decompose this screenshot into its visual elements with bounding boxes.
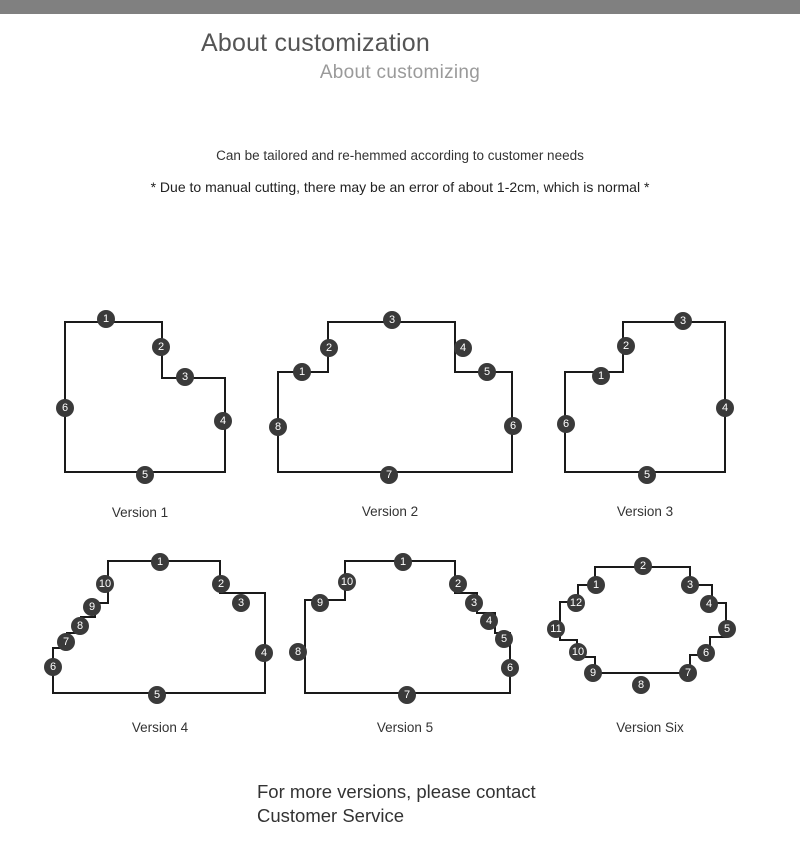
vertex-marker-9: [584, 664, 602, 682]
vertex-label: 9: [316, 597, 324, 609]
vertex-label: 8: [294, 646, 302, 658]
vertex-marker-8: [71, 617, 89, 635]
vertex-label: 5: [723, 623, 731, 635]
vertex-label: 2: [622, 340, 630, 352]
vertex-label: 7: [403, 689, 411, 701]
vertex-label: 6: [61, 402, 69, 414]
vertex-marker-4: [700, 595, 718, 613]
vertex-marker-1: [293, 363, 311, 381]
vertex-label: 1: [102, 313, 110, 325]
vertex-label: 8: [274, 421, 282, 433]
diagram-caption-3: Version 3: [616, 504, 674, 519]
vertex-marker-1: [97, 310, 115, 328]
vertex-marker-4: [716, 399, 734, 417]
vertex-label: 3: [470, 597, 478, 609]
diagram-version-3: [545, 300, 745, 530]
vertex-marker-12: [567, 594, 585, 612]
vertex-label: 5: [643, 469, 651, 481]
vertex-label: 9: [589, 667, 597, 679]
vertex-marker-3: [681, 576, 699, 594]
vertex-marker-2: [320, 339, 338, 357]
vertex-label: 2: [217, 578, 225, 590]
vertex-marker-2: [449, 575, 467, 593]
vertex-marker-1: [587, 576, 605, 594]
shape-outline-5: [305, 561, 510, 693]
vertex-marker-4: [255, 644, 273, 662]
vertex-label: 7: [385, 469, 393, 481]
vertex-label: 1: [597, 370, 605, 382]
vertex-marker-6: [44, 658, 62, 676]
footer-line-1: For more versions, please contact: [257, 781, 536, 802]
vertex-marker-7: [380, 466, 398, 484]
page-subtitle: About customizing: [319, 62, 481, 83]
vertex-label: 2: [639, 560, 647, 572]
vertex-marker-2: [212, 575, 230, 593]
vertex-marker-10: [338, 573, 356, 591]
shape-outline-3: [562, 322, 725, 472]
vertex-label: 6: [49, 661, 57, 673]
vertex-label: 6: [506, 662, 514, 674]
page-title: About customization: [201, 29, 430, 57]
vertex-marker-7: [398, 686, 416, 704]
diagram-caption-6: Version Six: [616, 720, 684, 735]
vertex-label: 5: [153, 689, 161, 701]
diagram-caption-5: Version 5: [376, 720, 434, 735]
vertex-label: 7: [684, 667, 692, 679]
vertex-label: 10: [571, 646, 585, 658]
footer-line-2: Customer Service: [257, 805, 405, 826]
vertex-marker-3: [176, 368, 194, 386]
diagram-version-2: [265, 300, 515, 530]
vertex-marker-4: [214, 412, 232, 430]
vertex-label: 2: [454, 578, 462, 590]
vertex-marker-10: [96, 575, 114, 593]
vertex-marker-5: [495, 630, 513, 648]
vertex-label: 4: [260, 647, 268, 659]
vertex-marker-5: [718, 620, 736, 638]
vertex-label: 10: [98, 578, 112, 590]
vertex-label: 3: [679, 315, 687, 327]
vertex-label: 1: [156, 556, 164, 568]
vertex-marker-6: [504, 417, 522, 435]
vertex-marker-6: [557, 415, 575, 433]
vertex-marker-5: [478, 363, 496, 381]
page-header: [0, 28, 800, 84]
vertex-label: 3: [686, 579, 694, 591]
vertex-label: 1: [399, 556, 407, 568]
vertex-marker-4: [480, 612, 498, 630]
vertex-label: 2: [157, 341, 165, 353]
vertex-label: 3: [237, 597, 245, 609]
vertex-label: 2: [325, 342, 333, 354]
vertex-label: 11: [550, 623, 562, 635]
vertex-marker-3: [674, 312, 692, 330]
shape-outline-1: [65, 322, 225, 472]
vertex-label: 7: [62, 636, 70, 648]
vertex-label: 9: [88, 601, 96, 613]
vertex-marker-3: [383, 311, 401, 329]
vertex-marker-8: [269, 418, 287, 436]
diagram-caption-1: Version 1: [111, 505, 169, 520]
vertex-label: 10: [340, 576, 354, 588]
vertex-marker-3: [232, 594, 250, 612]
vertex-label: 3: [181, 371, 189, 383]
vertex-marker-1: [592, 367, 610, 385]
vertex-marker-11: [547, 620, 565, 638]
footer-contact: [0, 780, 800, 828]
vertex-marker-2: [152, 338, 170, 356]
vertex-label: 5: [500, 633, 508, 645]
vertex-marker-6: [697, 644, 715, 662]
vertex-label: 1: [592, 579, 600, 591]
vertex-label: 8: [637, 679, 645, 691]
vertex-marker-2: [617, 337, 635, 355]
diagram-caption-4: Version 4: [131, 720, 189, 735]
vertex-label: 12: [569, 597, 583, 609]
vertex-marker-8: [632, 676, 650, 694]
vertex-marker-5: [638, 466, 656, 484]
vertex-marker-6: [501, 659, 519, 677]
vertex-label: 4: [705, 598, 713, 610]
vertex-marker-4: [454, 339, 472, 357]
vertex-label: 1: [298, 366, 306, 378]
vertex-label: 6: [509, 420, 517, 432]
vertex-label: 4: [721, 402, 729, 414]
vertex-marker-6: [56, 399, 74, 417]
note-tolerance: * Due to manual cutting, there may be an error of about 1-2cm, which is normal *: [150, 179, 650, 195]
vertex-label: 8: [76, 620, 84, 632]
vertex-label: 6: [562, 418, 570, 430]
vertex-label: 4: [459, 342, 467, 354]
vertex-marker-8: [289, 643, 307, 661]
vertex-marker-7: [57, 633, 75, 651]
vertex-label: 3: [388, 314, 396, 326]
vertex-marker-7: [679, 664, 697, 682]
vertex-label: 5: [141, 469, 149, 481]
top-bar: [0, 0, 800, 14]
vertex-marker-10: [569, 643, 587, 661]
vertex-marker-1: [151, 553, 169, 571]
vertex-marker-1: [394, 553, 412, 571]
vertex-label: 4: [219, 415, 227, 427]
diagram-version-4: [40, 545, 280, 745]
note-tailoring: Can be tailored and re-hemmed according to customer needs: [216, 148, 584, 163]
vertex-label: 6: [702, 647, 710, 659]
vertex-marker-3: [465, 594, 483, 612]
vertex-label: 5: [483, 366, 491, 378]
vertex-marker-9: [311, 594, 329, 612]
diagram-caption-2: Version 2: [361, 504, 419, 519]
vertex-marker-9: [83, 598, 101, 616]
diagram-version-6: [540, 545, 760, 745]
shape-outline-2: [278, 322, 512, 472]
diagram-version-1: [40, 300, 240, 530]
vertex-marker-5: [136, 466, 154, 484]
vertex-label: 4: [485, 615, 493, 627]
vertex-marker-5: [148, 686, 166, 704]
diagram-version-5: [285, 545, 525, 745]
vertex-marker-2: [634, 557, 652, 575]
